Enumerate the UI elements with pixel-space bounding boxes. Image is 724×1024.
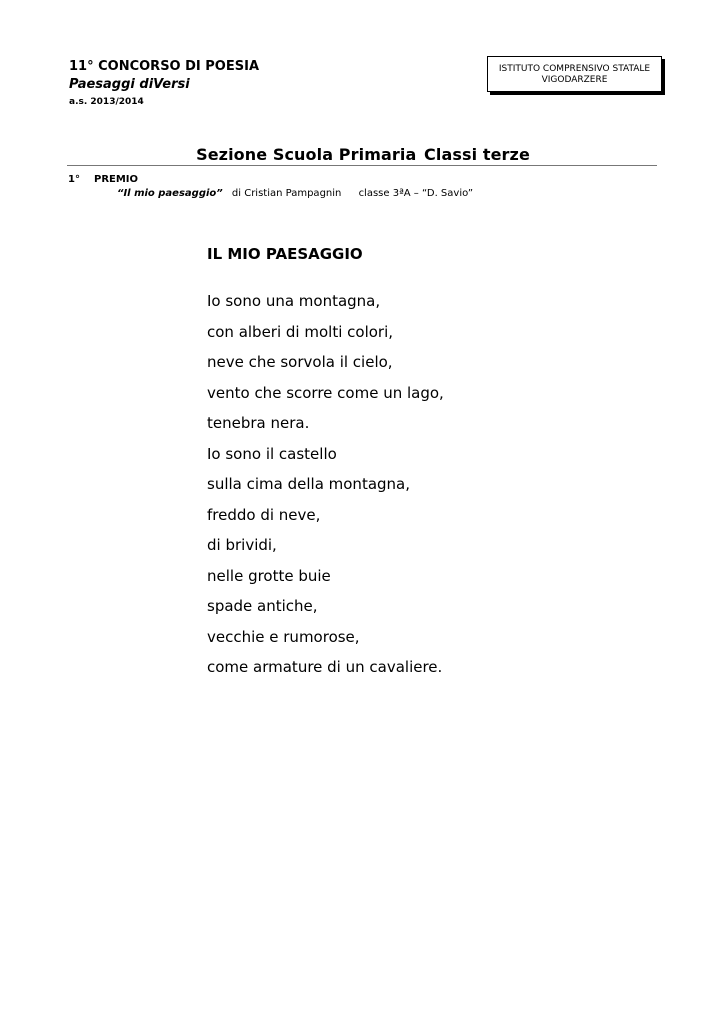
school-name-box <box>487 56 662 92</box>
section-divider <box>67 165 657 166</box>
contest-subtitle: Paesaggi diVersi <box>69 77 190 92</box>
poem-reference: “Il mio paesaggio” <box>117 188 223 199</box>
prize-label: PREMIO <box>94 174 139 185</box>
award-entry <box>117 188 473 199</box>
poem-line: freddo di neve, <box>207 505 321 524</box>
poem-title: IL MIO PAESAGGIO <box>207 245 363 263</box>
poem-line: Io sono una montagna, <box>207 292 381 310</box>
poem-line: Io sono il castello <box>207 444 337 463</box>
poem-line: neve che sorvola il cielo, <box>207 353 393 371</box>
poem-line: con alberi di molti colori, <box>207 322 394 341</box>
section-title-main: Sezione Scuola Primaria <box>196 145 417 164</box>
school-name-line1: ISTITUTO COMPRENSIVO STATALE <box>498 64 651 74</box>
contest-title: 11° CONCORSO DI POESIA <box>69 59 260 74</box>
poem-line: di brividi, <box>207 536 277 554</box>
poem-body <box>207 286 444 683</box>
prize-heading <box>68 174 138 185</box>
poem-line: nelle grotte buie <box>207 566 331 585</box>
poem-line: sulla cima della montagna, <box>207 475 411 493</box>
poem-line: vecchie e rumorose, <box>207 627 360 646</box>
poem-line: vento che scorre come un lago, <box>207 383 444 402</box>
section-title-sub: Classi terze <box>424 145 530 164</box>
poem-line: spade antiche, <box>207 597 318 615</box>
author-name: di Cristian Pampagnin <box>231 188 342 199</box>
prize-rank: 1° <box>68 174 80 185</box>
class-info: classe 3ªA – “D. Savio” <box>358 188 474 199</box>
school-name-line2: VIGODARZERE <box>541 75 608 85</box>
section-title <box>0 145 724 164</box>
poem-line: tenebra nera. <box>207 414 310 432</box>
school-year: a.s. 2013/2014 <box>69 97 144 107</box>
poem-line: come armature di un cavaliere. <box>207 658 443 676</box>
